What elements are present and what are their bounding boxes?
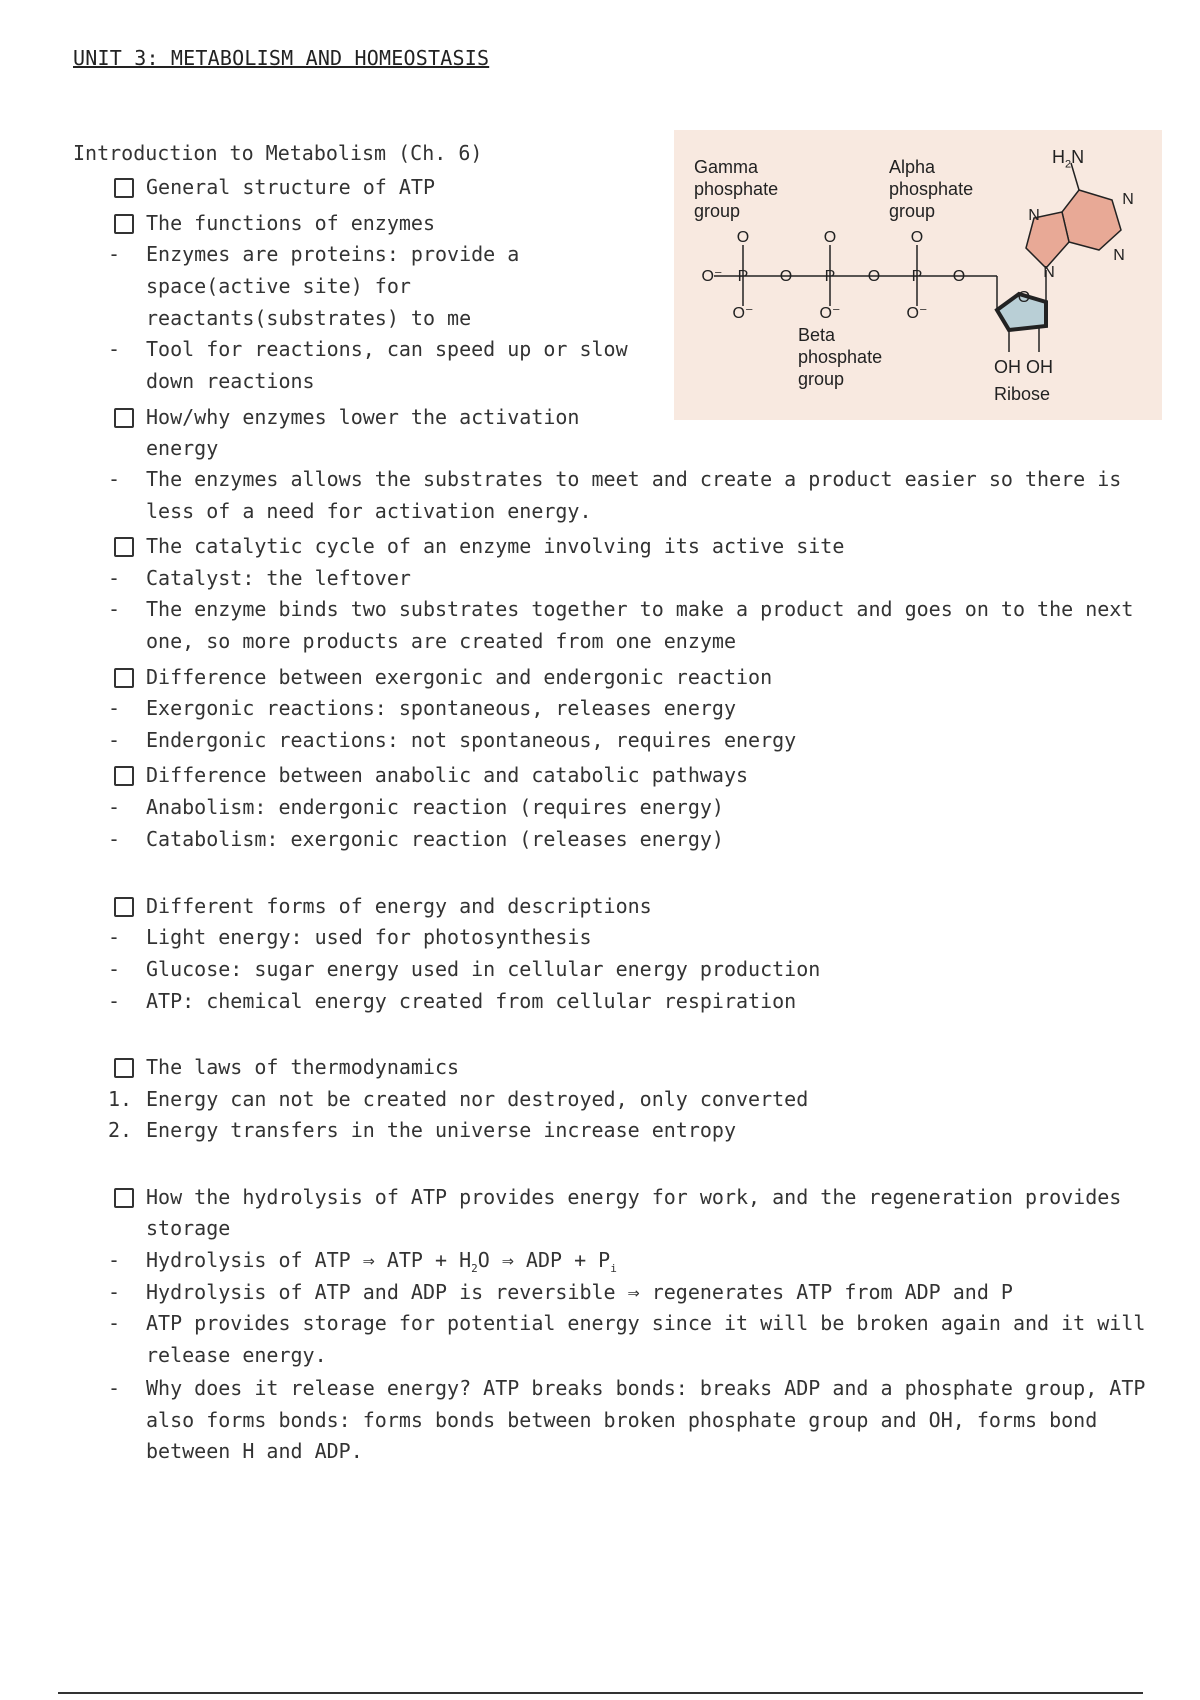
o-minus-bottom-2: O⁻: [819, 305, 841, 322]
checkbox-icon[interactable]: [114, 1058, 134, 1078]
n-bottom: N: [1043, 264, 1055, 281]
checkbox-icon[interactable]: [114, 214, 134, 234]
atp-structure-figure: [674, 130, 1162, 420]
o-top-2: O: [823, 229, 837, 246]
amine-bond: [1071, 163, 1079, 190]
bottom-rule: [58, 1692, 1143, 1694]
unit-title: UNIT 3: METABOLISM AND HOMEOSTASIS: [73, 46, 490, 70]
o-top-3: O: [910, 229, 924, 246]
checkbox-icon[interactable]: [114, 178, 134, 198]
ribose-label: Ribose: [994, 384, 1051, 404]
o-bridge-2: O: [867, 268, 881, 285]
ribose-o: O: [1017, 289, 1031, 306]
h2n-label: $H_2N$: [1052, 147, 1085, 171]
o-top-1: O: [736, 229, 750, 246]
n-left: N: [1028, 207, 1040, 224]
o-minus-left: O⁻: [701, 268, 723, 285]
checkbox-icon[interactable]: [114, 1188, 134, 1208]
checkbox-icon[interactable]: [114, 897, 134, 917]
o-minus-bottom-3: O⁻: [906, 305, 928, 322]
checkbox-icon[interactable]: [114, 537, 134, 557]
beta-phosphate-label: Beta phosphate group: [798, 325, 883, 389]
n-top-right: N: [1122, 191, 1134, 208]
ohoh-label: OH OH: [994, 357, 1054, 377]
checkbox-icon[interactable]: [114, 668, 134, 688]
p-beta: P: [824, 268, 836, 285]
o-minus-bottom-1: O⁻: [732, 305, 754, 322]
p-alpha: P: [911, 268, 923, 285]
p-gamma: P: [737, 268, 749, 285]
checkbox-icon[interactable]: [114, 408, 134, 428]
gamma-phosphate-label: Gamma phosphate group: [694, 157, 779, 221]
o-bridge-1: O: [779, 268, 793, 285]
o-bridge-3: O: [952, 268, 966, 285]
adenine-six-ring: [1062, 190, 1121, 250]
n-right: N: [1113, 247, 1125, 264]
checkbox-icon[interactable]: [114, 766, 134, 786]
section-heading: Introduction to Metabolism (Ch. 6): [73, 141, 483, 165]
alpha-phosphate-label: Alpha phosphate group: [889, 157, 974, 221]
atp-molecule-drawing: [674, 130, 1162, 420]
